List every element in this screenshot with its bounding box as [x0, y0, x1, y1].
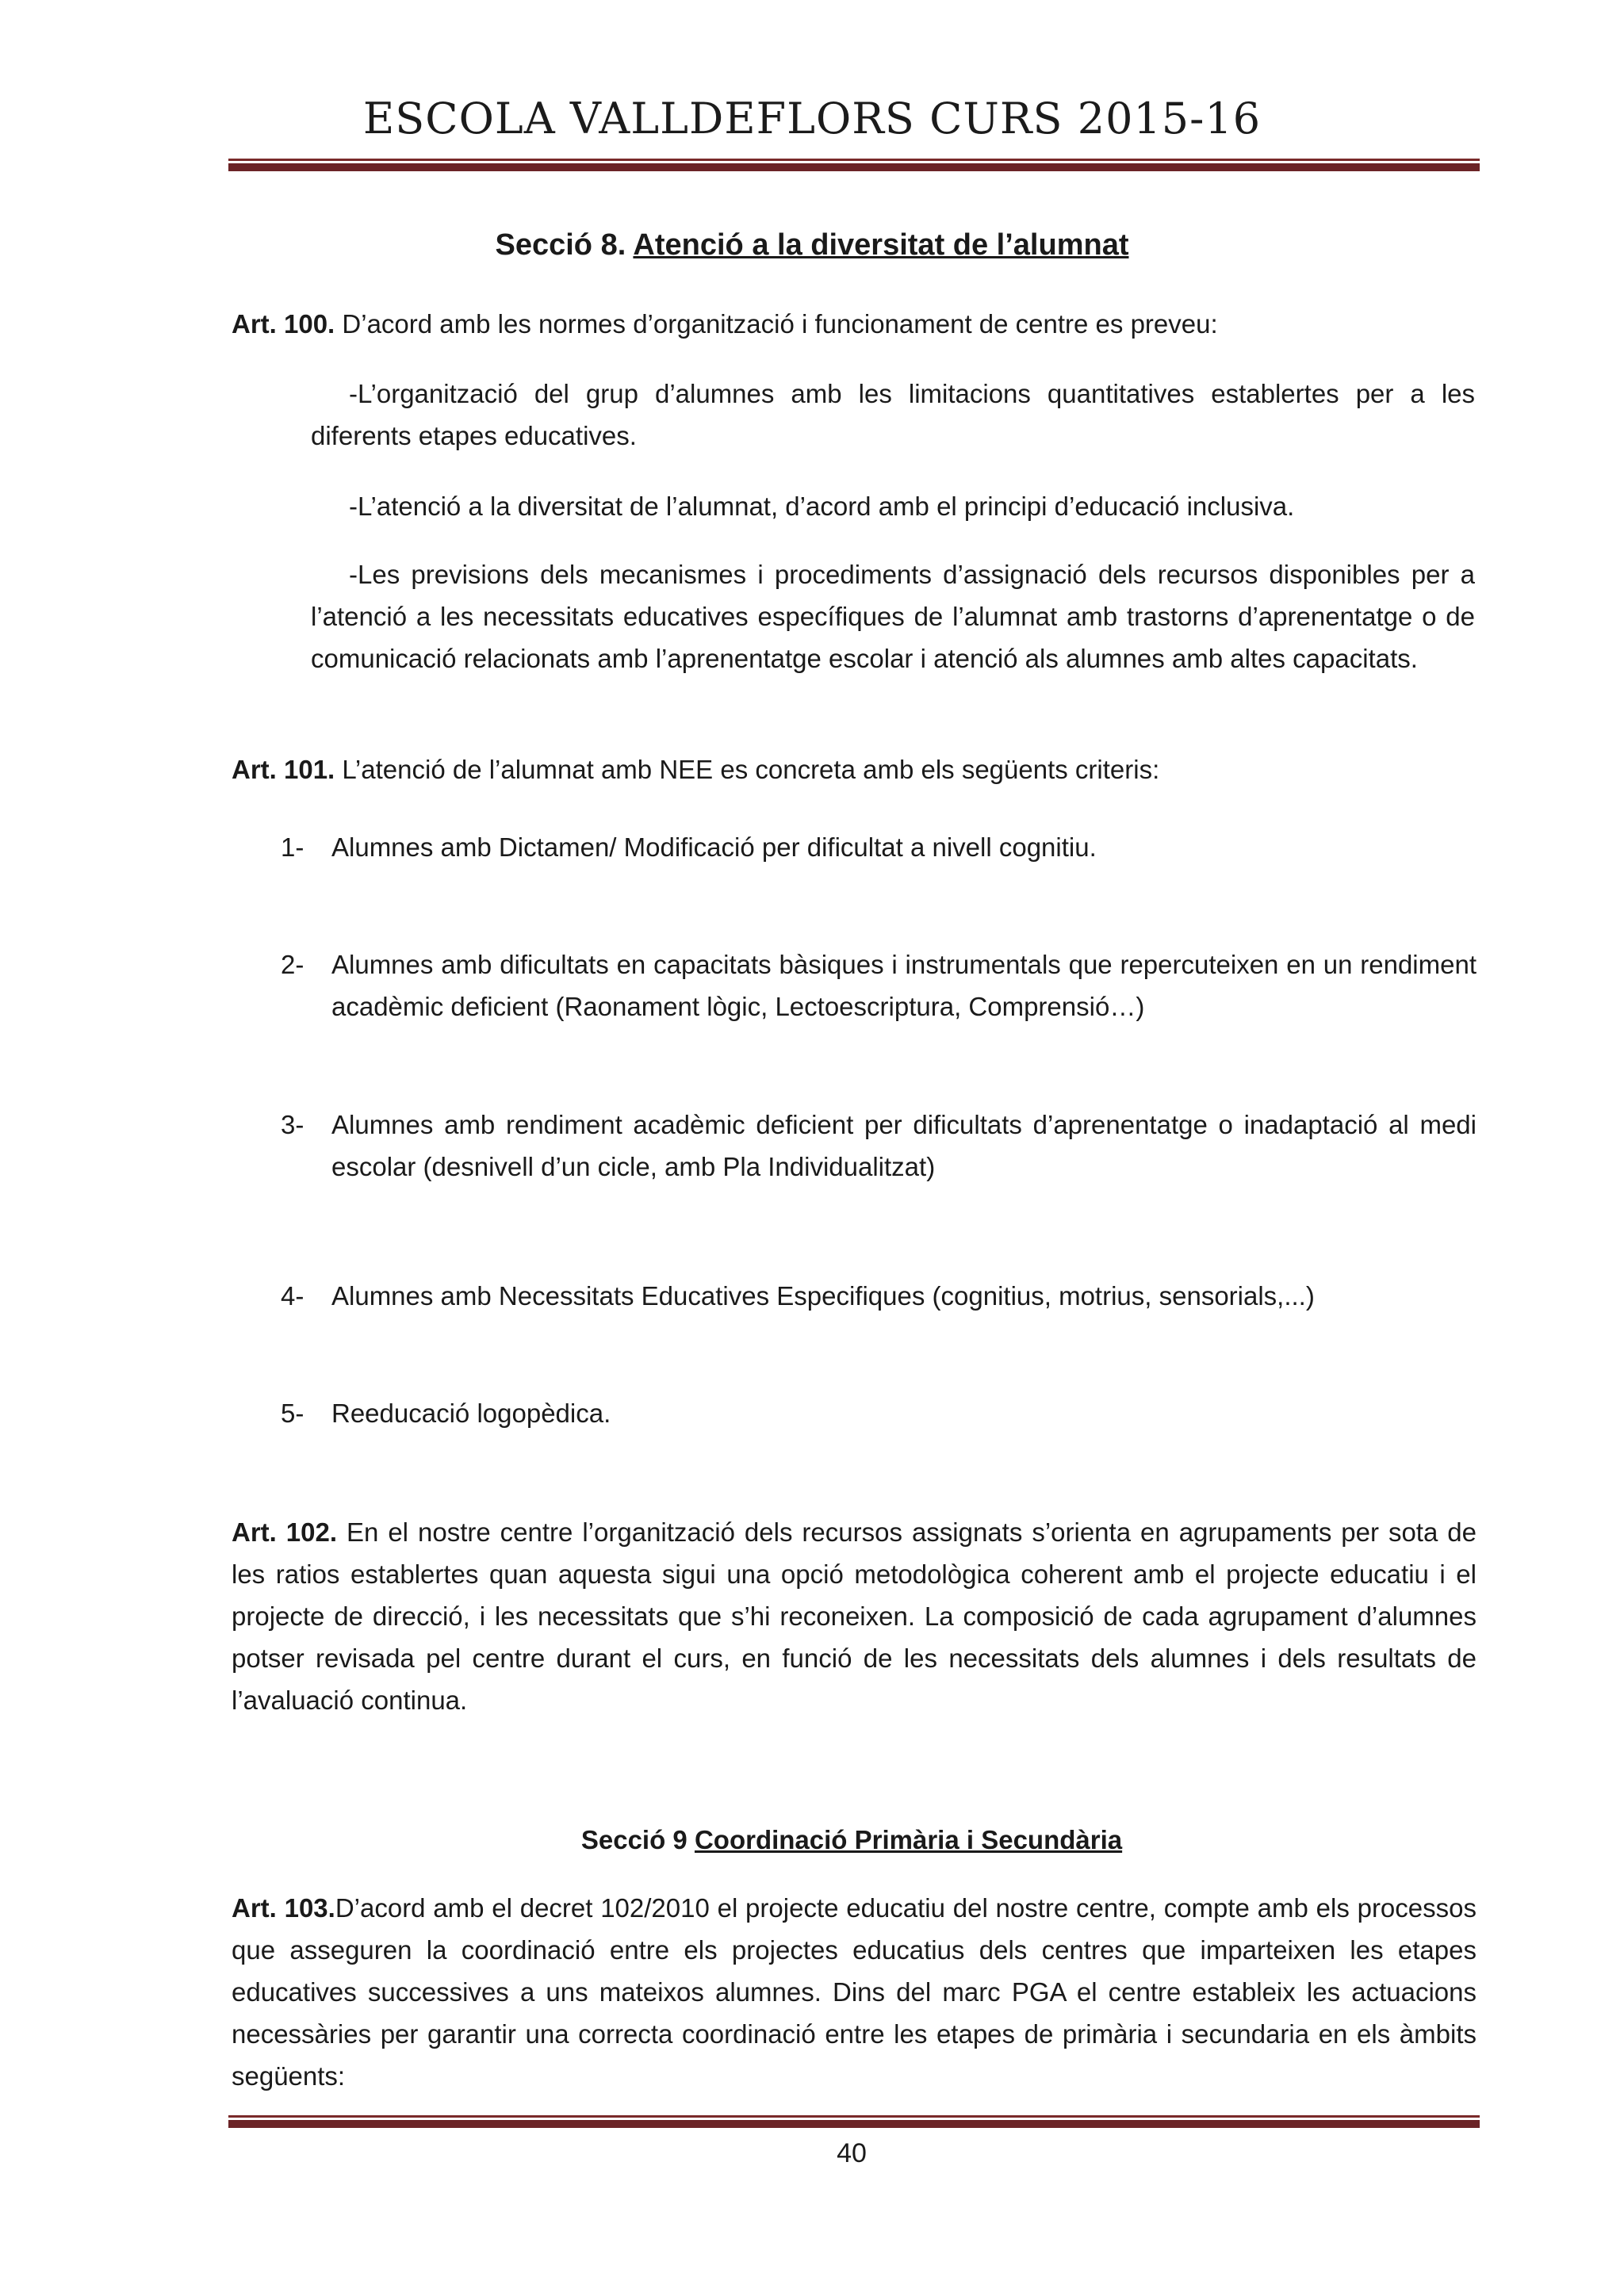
- list-text: Reeducació logopèdica.: [331, 1399, 611, 1428]
- article-100-item: -L’atenció a la diversitat de l’alumnat, d’acord amb el principi d’educació inclusiva.: [349, 492, 1295, 521]
- document-header-title: ESCOLA VALLDEFLORS CURS 2015-16: [362, 94, 1262, 144]
- section-9-prefix: Secció 9: [580, 1825, 695, 1854]
- article-100-label: Art. 100.: [232, 309, 335, 339]
- article-101-label: Art. 101.: [232, 755, 335, 784]
- article-101-intro: [232, 748, 1477, 790]
- list-number: 4-: [281, 1281, 304, 1311]
- list-number: 5-: [281, 1399, 304, 1428]
- header-rule: [228, 159, 1480, 171]
- section-9-title: Coordinació Primària i Secundària: [694, 1825, 1123, 1854]
- page-number: 40: [837, 2138, 867, 2168]
- article-101-text: L’atenció de l’alumnat amb NEE es concreta amb els següents criteris:: [335, 755, 1160, 784]
- list-number: 1-: [281, 832, 304, 862]
- list-text: Alumnes amb Necessitats Educatives Especifiques (cognitius, motrius, sensorials,...): [331, 1281, 1315, 1311]
- article-102: [232, 1511, 1477, 1721]
- section-9-heading: [0, 1819, 1624, 1861]
- section-8-title: Atenció a la diversitat de l’alumnat: [633, 228, 1129, 262]
- article-103: [232, 1887, 1477, 2097]
- article-100-intro: [232, 303, 1477, 345]
- article-102-text: En el nostre centre l’organització dels recursos assignats s’orienta en agrupaments per sota de les ratios establertes quan aquesta sigui una opció metodològica coherent amb el projecte educatiu i el projecte de direcció, i les necessitats que s’hi reconeixen. La composició de cada agrupament d’alumnes potser revisada pel centre durant el curs, en funció de les necessitats dels alumnes i dels resultats de l’avaluació continua.: [232, 1517, 1477, 1715]
- list-number: 3-: [281, 1110, 304, 1139]
- footer-rule: [228, 2115, 1480, 2128]
- article-102-label: Art. 102.: [232, 1517, 338, 1547]
- list-text: Alumnes amb dificultats en capacitats bàsiques i instrumentals que repercuteixen en un rendiment acadèmic deficient (Raonament lògic, Lectoescriptura, Comprensió…): [331, 950, 1477, 1021]
- list-number: 2-: [281, 950, 304, 979]
- list-text: Alumnes amb Dictamen/ Modificació per dificultat a nivell cognitiu.: [331, 832, 1097, 862]
- list-text: Alumnes amb rendiment acadèmic deficient per dificultats d’aprenentatge o inadaptació al medi escolar (desnivell d’un cicle, amb Pla Individualitzat): [331, 1110, 1477, 1181]
- article-103-text: D’acord amb el decret 102/2010 el projecte educatiu del nostre centre, compte amb els processos que asseguren la coordinació entre els projectes educatius dels centres que imparteixen les etapes educatives successives a uns mateixos alumnes. Dins del marc PGA el centre estableix les actuacions necessàries per garantir una correcta coordinació entre les etapes de primària i secundaria en els àmbits següents:: [232, 1893, 1477, 2091]
- section-8-heading: [0, 228, 1624, 262]
- article-100-item: -Les previsions dels mecanismes i procediments d’assignació dels recursos disponibles per a l’atenció a les necessitats educatives específiques de l’alumnat amb trastorns d’aprenentatge o de comunicació relacionats amb l’aprenentatge escolar i atenció als alumnes amb altes capacitats.: [311, 560, 1475, 673]
- section-8-prefix: Secció 8.: [495, 228, 626, 262]
- article-100-text: D’acord amb les normes d’organització i funcionament de centre es preveu:: [335, 309, 1218, 339]
- article-103-label: Art. 103.: [232, 1893, 335, 1923]
- article-100-item: -L’organització del grup d’alumnes amb les limitacions quantitatives establertes per a les diferents etapes educatives.: [311, 379, 1475, 450]
